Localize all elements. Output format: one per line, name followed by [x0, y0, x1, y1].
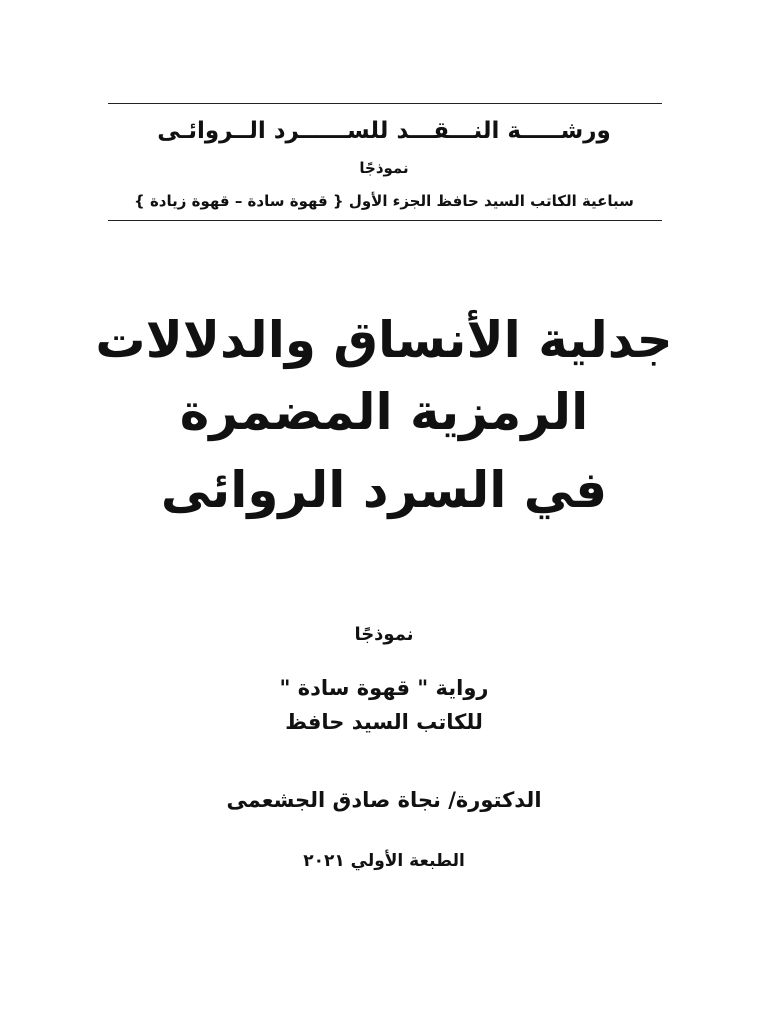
edition-line: الطبعة الأولي ٢٠٢١ — [303, 851, 465, 871]
header-bottom-rule — [108, 220, 662, 221]
book-author: الدكتورة/ نجاة صادق الجشعمى — [226, 788, 542, 812]
main-title-line-1: جدلية الأنساق والدلالات — [95, 311, 673, 369]
header-top-rule — [108, 103, 662, 104]
main-title-line-3: في السرد الروائى — [160, 461, 608, 519]
main-title-line-2: الرمزية المضمرة — [179, 383, 589, 441]
header-subtitle: نموذجًا — [359, 159, 409, 177]
novel-title: رواية " قهوة سادة " — [279, 676, 489, 700]
workshop-title: ورشـــــة النـــقـــد للســــــرد الــروائـى — [157, 118, 611, 144]
model-label: نموذجًا — [354, 624, 414, 645]
series-description: سباعية الكاتب السيد حافظ الجزء الأول { قهوة سادة – قهوة زيادة } — [134, 192, 634, 210]
novel-author: للكاتب السيد حافظ — [285, 710, 483, 734]
